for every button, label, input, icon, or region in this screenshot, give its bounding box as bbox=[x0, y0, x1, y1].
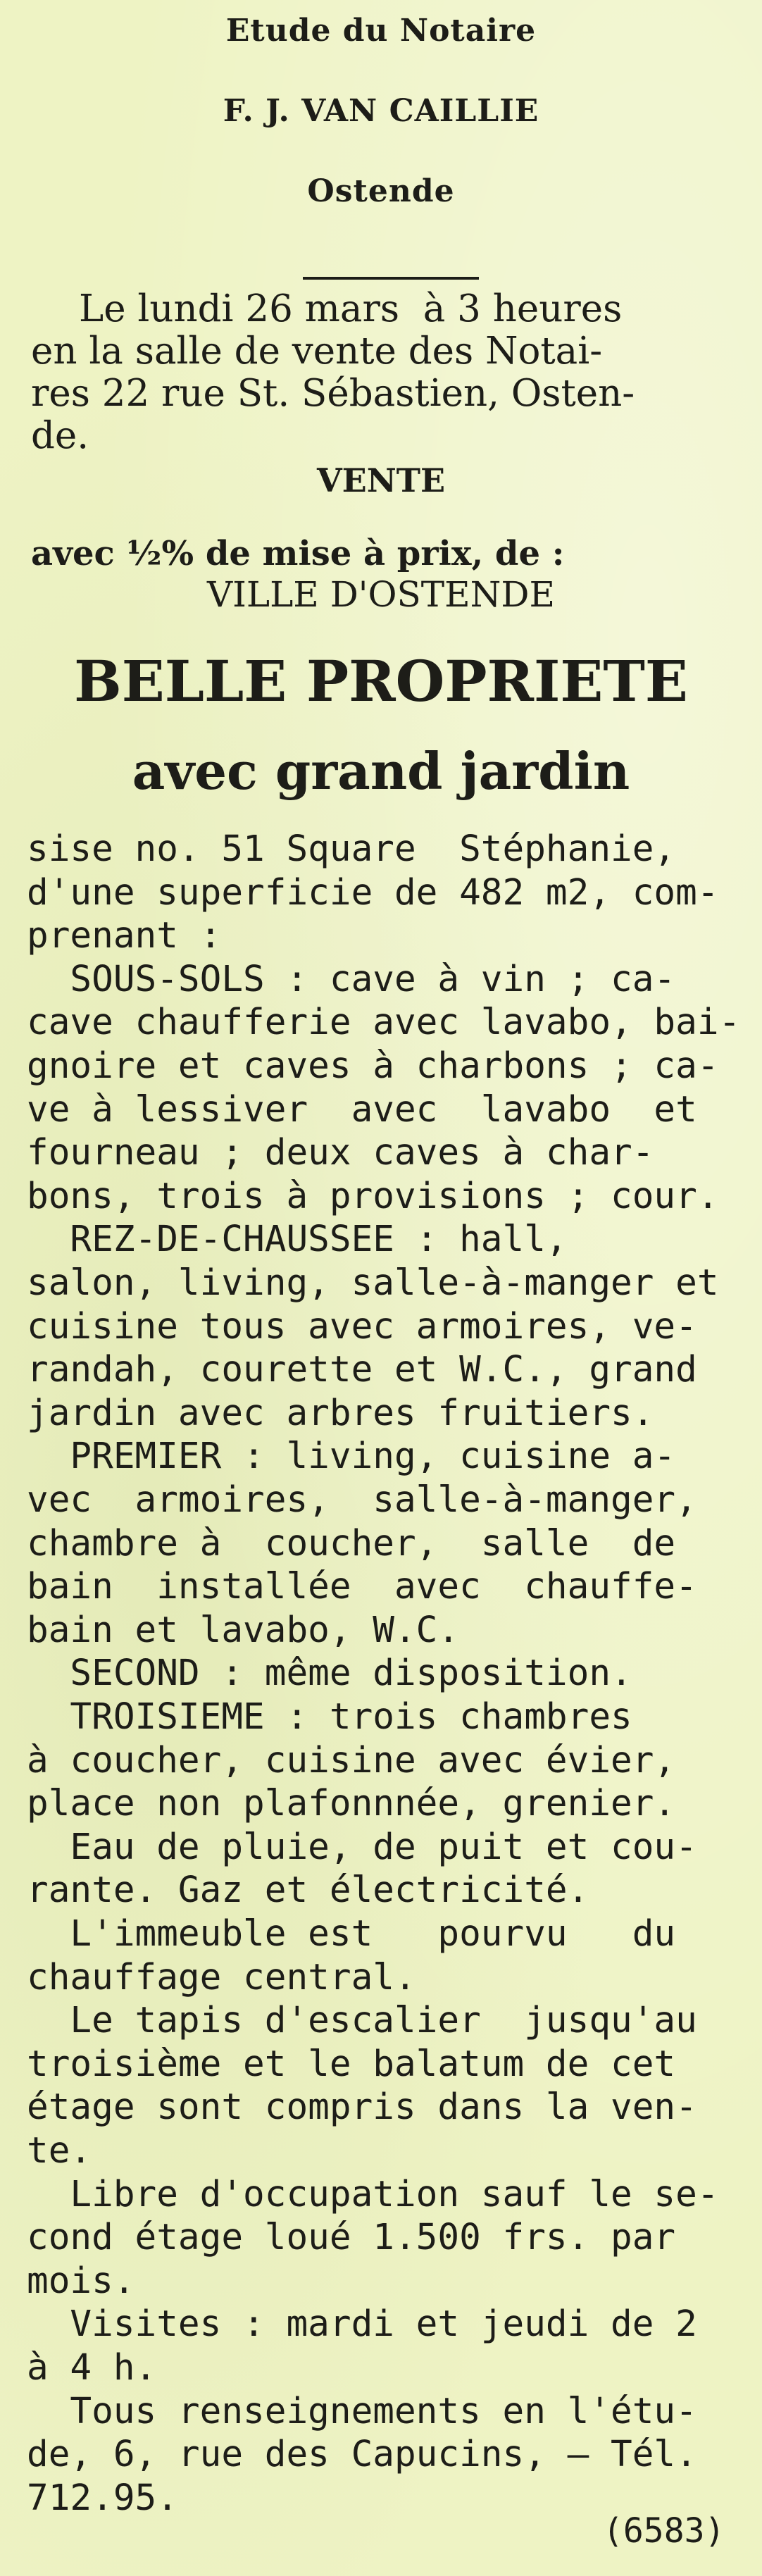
description-line: cuisine tous avec armoires, ve- bbox=[27, 1305, 697, 1348]
description-line: prenant : bbox=[27, 915, 222, 957]
description-line: randah, courette et W.C., grand bbox=[27, 1349, 697, 1391]
sale-heading: VENTE bbox=[316, 461, 446, 499]
description-line: chauffage central. bbox=[27, 1956, 416, 1998]
intro-line: Le lundi 26 mars à 3 heures bbox=[79, 287, 623, 330]
description-line: Visites : mardi et jeudi de 2 bbox=[27, 2303, 697, 2346]
separator-rule bbox=[303, 277, 479, 280]
description-line: ve à lessiver avec lavabo et bbox=[27, 1088, 697, 1131]
intro-line: en la salle de vente des Notai- bbox=[31, 330, 603, 373]
description-line: étage sont compris dans la ven- bbox=[27, 2086, 697, 2129]
intro-line: de. bbox=[31, 414, 89, 457]
description-line: jardin avec arbres fruitiers. bbox=[27, 1392, 654, 1434]
description-line: L'immeuble est pourvu du bbox=[27, 1913, 676, 1955]
property-title: BELLE PROPRIETE bbox=[74, 648, 688, 714]
reserve-price-line: avec ½% de mise à prix, de : bbox=[31, 534, 565, 573]
description-line: cond étage loué 1.500 frs. par bbox=[27, 2217, 676, 2259]
description-line: à coucher, cuisine avec évier, bbox=[27, 1739, 676, 1781]
description-line: Eau de pluie, de puit et cou- bbox=[27, 1826, 697, 1868]
property-subtitle: avec grand jardin bbox=[132, 741, 630, 801]
description-line: fourneau ; deux caves à char- bbox=[27, 1132, 654, 1174]
description-line: place non plafonnnée, grenier. bbox=[27, 1783, 676, 1825]
description-line: Libre d'occupation sauf le se- bbox=[27, 2173, 719, 2215]
description-line: bons, trois à provisions ; cour. bbox=[27, 1175, 719, 1217]
description-line: de, 6, rue des Capucins, — Tél. bbox=[27, 2434, 697, 2476]
description-line: sise no. 51 Square Stéphanie, bbox=[27, 828, 676, 870]
description-line: à 4 h. bbox=[27, 2347, 157, 2389]
description-line: Tous renseignements en l'étu- bbox=[27, 2390, 697, 2432]
description-line: SOUS-SOLS : cave à vin ; ca- bbox=[27, 958, 676, 1000]
description-line: troisième et le balatum de cet bbox=[27, 2043, 676, 2085]
description-line: gnoire et caves à charbons ; ca- bbox=[27, 1045, 719, 1087]
reference-number: (6583) bbox=[603, 2511, 725, 2551]
description-line: te. bbox=[27, 2130, 92, 2172]
notary-city: Ostende bbox=[307, 173, 455, 209]
description-line: cave chaufferie avec lavabo, bai- bbox=[27, 1002, 741, 1044]
description-line: SECOND : même disposition. bbox=[27, 1653, 632, 1695]
description-line: vec armoires, salle-à-manger, bbox=[27, 1479, 697, 1521]
description-line: chambre à coucher, salle de bbox=[27, 1522, 676, 1564]
description-line: rante. Gaz et électricité. bbox=[27, 1869, 589, 1912]
notary-study-heading: Etude du Notaire bbox=[225, 13, 537, 49]
description-line: bain installée avec chauffe- bbox=[27, 1566, 697, 1608]
description-line: TROISIEME : trois chambres bbox=[27, 1696, 632, 1738]
description-line: d'une superficie de 482 m2, com- bbox=[27, 871, 719, 914]
description-line: REZ-DE-CHAUSSEE : hall, bbox=[27, 1219, 568, 1261]
description-line: PREMIER : living, cuisine a- bbox=[27, 1436, 676, 1478]
description-line: salon, living, salle-à-manger et bbox=[27, 1262, 719, 1304]
description-line: bain et lavabo, W.C. bbox=[27, 1609, 460, 1651]
description-line: 712.95. bbox=[27, 2477, 178, 2519]
intro-line: res 22 rue St. Sébastien, Osten- bbox=[31, 372, 635, 415]
notary-name: F. J. VAN CAILLIE bbox=[223, 93, 539, 129]
description-line: Le tapis d'escalier jusqu'au bbox=[27, 2000, 697, 2042]
seller-name: VILLE D'OSTENDE bbox=[207, 574, 555, 615]
description-line: mois. bbox=[27, 2260, 135, 2302]
